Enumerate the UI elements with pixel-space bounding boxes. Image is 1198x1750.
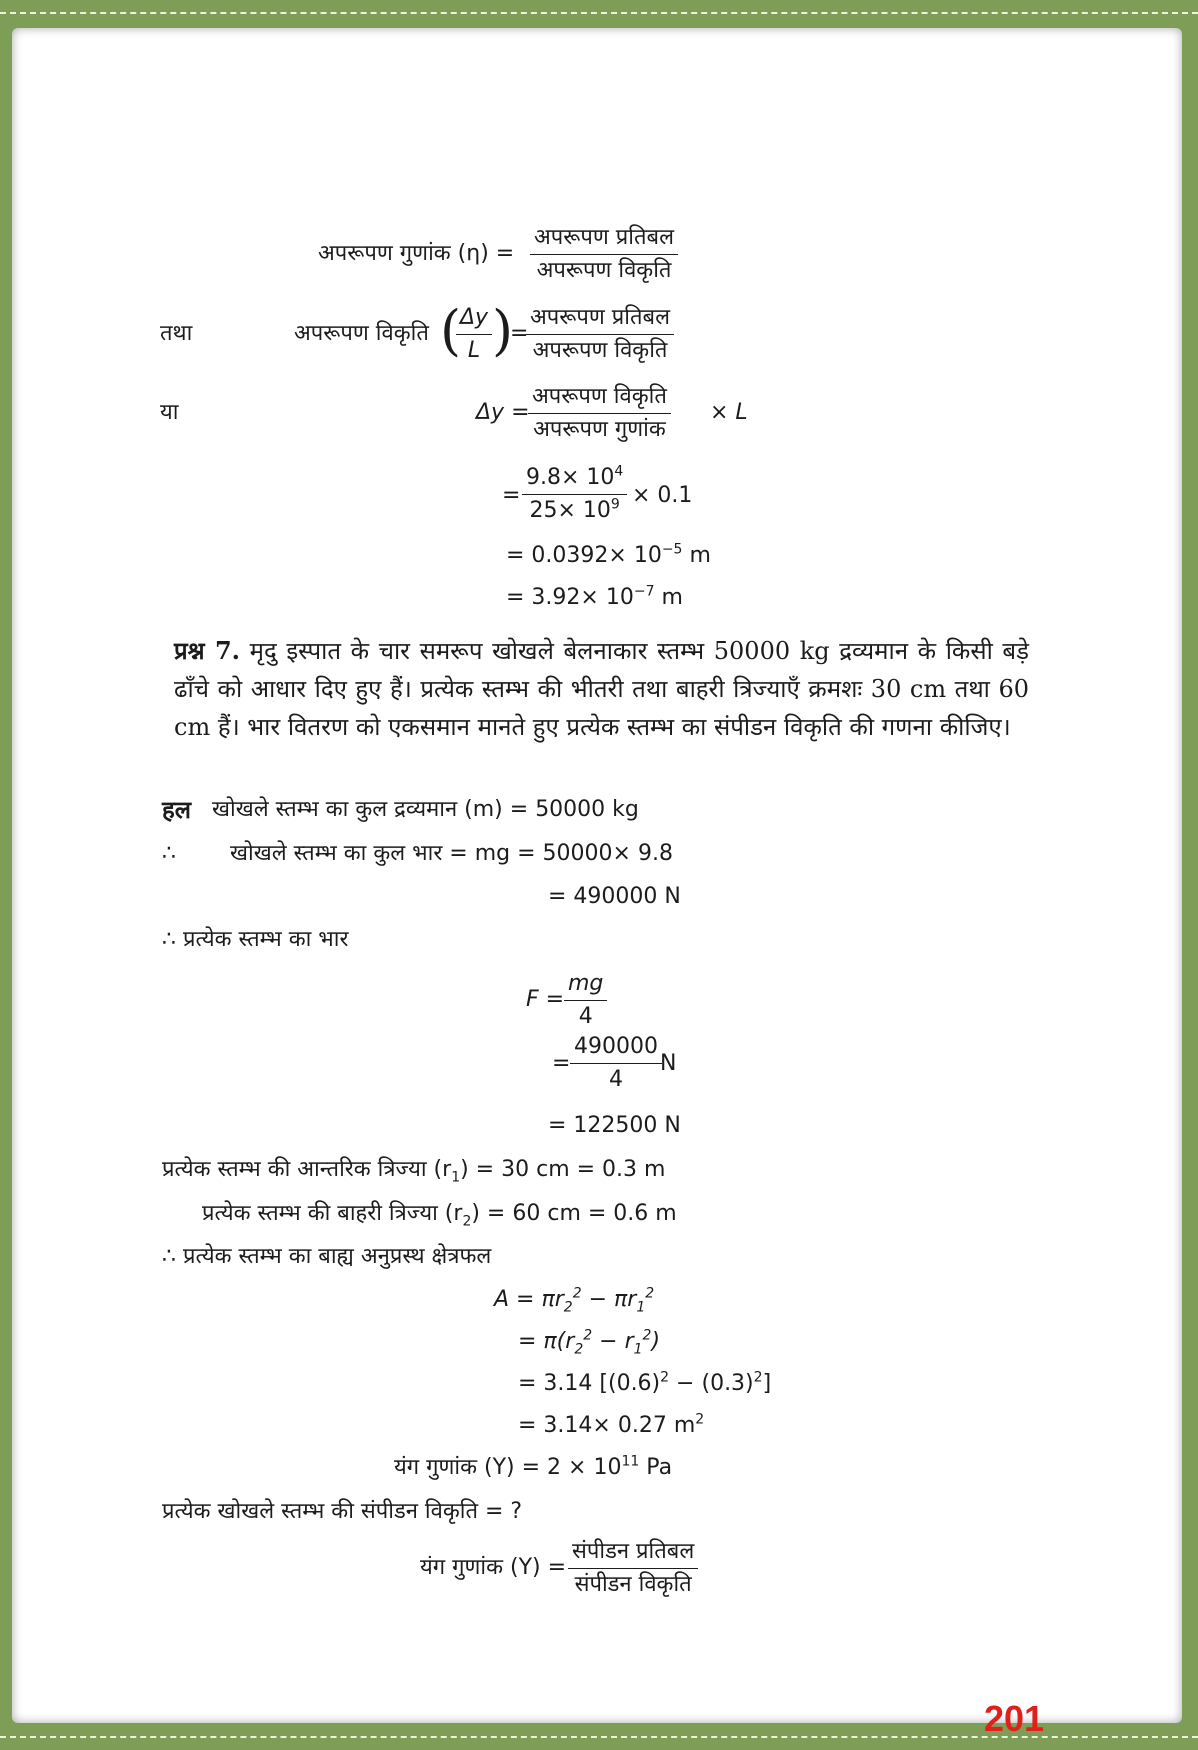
force-fraction: mg 4: [564, 970, 607, 1031]
youngs-modulus: यंग गुणांक $(Y) = 2 \times 10^{11}$ Pa: [394, 1453, 673, 1480]
shear-modulus-lhs: अपरूपण गुणांक (η) =: [318, 241, 515, 266]
page-number: 201: [984, 1698, 1045, 1739]
weight-each-label: ∴ प्रत्येक स्तम्भ का भार: [162, 927, 349, 952]
youngs-modulus-fraction: संपीडन प्रतिबल संपीडन विकृति: [568, 1538, 698, 1599]
solution-label: हल: [162, 796, 192, 824]
area-label: ∴ प्रत्येक स्तम्भ का बाह्य अनुप्रस्थ क्षेत्रफल: [162, 1244, 492, 1269]
area-numeric: = 3.14 $[(0.6)^2 - (0.3)^2]$: [518, 1369, 772, 1396]
shear-strain-lhs: अपरूपण विकृति: [294, 321, 429, 346]
area-formula: $A = \pi r_2^2 - \pi r_1^2$: [494, 1285, 655, 1316]
question-label: प्रश्न 7.: [174, 636, 241, 665]
inner-radius: प्रत्येक स्तम्भ की आन्तरिक त्रिज्या $(r_1) = 30$ cm = 0.3 m: [162, 1157, 666, 1186]
result-line-1: = $0.0392\times 10^{-5}$ m: [506, 541, 711, 568]
question-text: मृदु इस्पात के चार समरूप खोखले बेलनाकार स्तम्भ 50000 kg द्रव्यमान के किसी बड़े ढाँचे को आधार दिए हुए हैं। प्रत्येक स्तम्भ की भीतरी तथा बाहरी त्रिज्याएँ क्रमशः 30 cm तथा 60 cm हैं। भार वितरण को एकसमान मानते हुए प्रत्येक स्तम्भ का संपीडन विकृति की गणना कीजिए।: [174, 637, 1029, 741]
area-factored: = $\pi(r_2^2 - r_1^2)$: [518, 1327, 661, 1358]
dy-over-l-fraction: Δy L: [456, 304, 492, 365]
question-7: [174, 632, 1029, 746]
youngs-modulus-lhs: यंग गुणांक (Y) =: [420, 1555, 567, 1580]
total-mass: खोखले स्तम्भ का कुल द्रव्यमान (m) = 50000 kg: [212, 797, 639, 822]
force-value-fraction: 490000 4: [570, 1033, 662, 1094]
outer-radius: प्रत्येक स्तम्भ की बाहरी त्रिज्या $(r_2) = 60$ cm = 0.6 m: [202, 1201, 677, 1230]
numeric-fraction: $9.8\times 10^4$ $25\times 10^9$: [522, 464, 627, 525]
top-dashed-border: [0, 12, 1198, 14]
shear-strain-fraction: अपरूपण प्रतिबल अपरूपण विकृति: [526, 304, 674, 365]
result-line-2: = $3.92\times 10^{-7}$ m: [506, 583, 683, 610]
dy-lhs: Δy =: [476, 400, 530, 425]
compressive-strain-question: प्रत्येक खोखले स्तम्भ की संपीडन विकृति = ?: [162, 1499, 523, 1524]
label-tatha: तथा: [160, 321, 193, 346]
shear-modulus-fraction: अपरूपण प्रतिबल अपरूपण विकृति: [530, 224, 678, 285]
total-weight: खोखले स्तम्भ का कुल भार = mg = 50000× 9.8: [230, 841, 673, 866]
page-sheet: अपरूपण गुणांक (η) = अपरूपण प्रतिबल अपरूपण विकृति तथा अपरूपण विकृति ( Δy L ) = अपरूपण प्रतिबल अपरूपण विकृति या Δy = अपरूपण विकृति अपरूपण गुणांक × L = $9.8\times 10^4$ $25\times 10^9$ × 0.1 = $0.0392\times 10^{-5}$ m = $3.92\times 10^{-7}$ m प्रश्न 7. मृदु इस्पात के चार समरूप खोखले बेलनाकार स्तम्भ 50000 kg द्रव्यमान के किसी बड़े ढाँचे को आधार दिए हुए हैं। प्रत्येक स्तम्भ की भीतरी तथा बाहरी त्रिज्याएँ क्रमशः 30 cm तथा 60 cm हैं। भार वितरण को एकसमान मानते हुए प्रत्येक स्तम्भ का संपीडन विकृति की गणना कीजिए। हल खोखले स्तम्भ का कुल द्रव्यमान (m) = 50000 kg ∴ खोखले स्तम्भ का कुल भार = mg = 50000× 9.8 = 490000 N ∴ प्रत्येक स्तम्भ का भार F = mg 4 = 490000 4 N = 122500 N प्रत्येक स्तम्भ की आन्तरिक त्रिज्या $(r_1) = 30$ cm = 0.3 m प्रत्येक स्तम्भ की बाहरी त्रिज्या $(r_2) = 60$ cm = 0.6 m ∴ प्रत्येक स्तम्भ का बाह्य अनुप्रस्थ क्षेत्रफल $A = \pi r_2^2 - \pi r_1^2$ = $\pi(r_2^2 - r_1^2)$ = 3.14 $[(0.6)^2 - (0.3)^2]$ = 3.14× 0.27 $m^2$ यंग गुणांक $(Y) = 2 \times 10^{11}$ Pa प्रत्येक खोखले स्तम्भ की संपीडन विकृति = ? यंग गुणांक (Y) = संपीडन प्रतिबल संपीडन विकृति 201: [12, 28, 1182, 1723]
dy-fraction: अपरूपण विकृति अपरूपण गुणांक: [528, 383, 671, 444]
area-result: = 3.14× 0.27 $m^2$: [518, 1411, 705, 1438]
label-ya: या: [160, 400, 179, 425]
